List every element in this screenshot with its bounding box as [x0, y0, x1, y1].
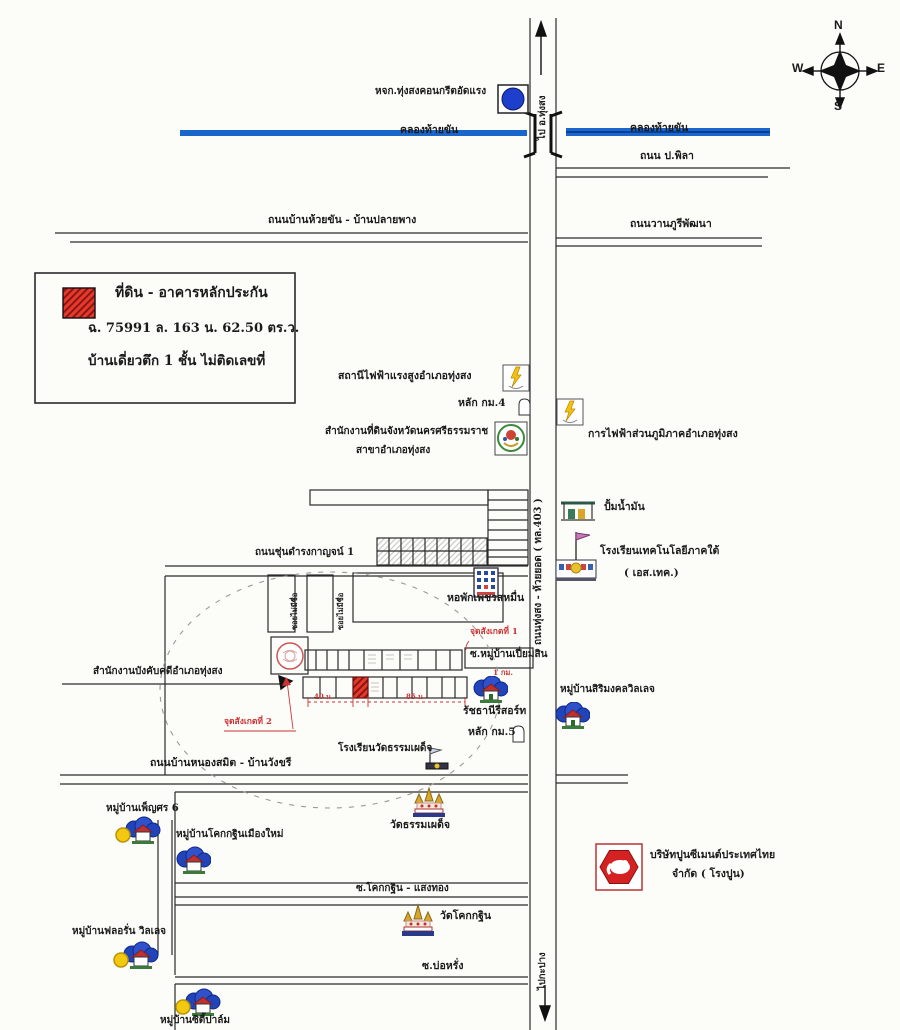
- label-to-thungsong: ไป อ.ทุ่งสง: [537, 95, 548, 140]
- label-phensri: หมู่บ้านเพ็ญศร 6: [106, 803, 179, 814]
- label-soi-noname-2: ซอยไม่มีชื่อ: [336, 592, 345, 630]
- label-resort: รัชธานีรีสอร์ท: [463, 705, 527, 717]
- label-wat-school: โรงเรียนวัดธรรมเผด็จ: [338, 743, 433, 754]
- concrete-company-icon: [497, 84, 529, 118]
- label-soi-borang: ซ.บ่อหรั่ง: [422, 960, 464, 972]
- label-gas-station: ปั้มน้ำมัน: [604, 501, 645, 513]
- scg-elephant-logo-icon: [595, 843, 643, 895]
- pea-electricity-icon: [556, 398, 584, 430]
- label-road-po-phila: ถนน ป.พิลา: [640, 150, 694, 162]
- compass-n-label: N: [834, 18, 843, 32]
- label-citypalm: หมู่บ้านซิตี้ปาล์ม: [160, 1015, 230, 1026]
- label-dorm: หอพักเพชรสหมื่น: [447, 592, 525, 604]
- legend-deed-line: ฉ. 75991 ล. 163 น. 62.50 ตร.ว.: [88, 321, 300, 336]
- gas-station-icon: [559, 499, 597, 526]
- label-km5: หลัก กม.5: [468, 726, 516, 738]
- legend-title: ที่ดิน - อาคารหลักประกัน: [115, 285, 268, 301]
- label-spot-1: จุดสังเกตที่ 1: [470, 627, 518, 637]
- label-road-chun-damrong: ถนนชุ่นดำรงกาญจน์ 1: [255, 547, 355, 558]
- legend-building-line: บ้านเดี่ยวตึก 1 ชั้น ไม่ติดเลขที่: [88, 353, 266, 369]
- phensri-village-icon: [114, 816, 162, 850]
- label-dist-1km: 1 กม.: [493, 668, 513, 677]
- label-sctech-1: โรงเรียนเทคโนโลยีภาคใต้: [600, 545, 720, 557]
- compass-s-label: S: [834, 99, 843, 113]
- label-scg-2: จำกัด ( โรงปูน): [672, 868, 745, 880]
- label-canal-right: คลองท้ายขัน: [630, 122, 689, 134]
- compass-w-label: W: [792, 61, 804, 75]
- label-soi-piamsin: ซ.หมู่บ้านเปี่ยมสิน: [470, 649, 548, 660]
- canal-left-band: [180, 130, 527, 136]
- label-highway-403: ถนนทุ่งสง - ห้วยยอด ( ทล.403 ): [533, 498, 544, 645]
- sctech-school-icon: [554, 530, 598, 586]
- label-khokkathin-new: หมู่บ้านโคกกฐินเมืองใหม่: [176, 829, 284, 840]
- land-office-emblem-icon: [494, 421, 528, 460]
- km4-milestone-icon: [517, 397, 532, 421]
- label-sctech-2: ( เอส.เทค.): [624, 567, 679, 579]
- floran-village-icon: [112, 941, 160, 975]
- label-enforcement-office: สำนักงานบังคับคดีอำเภอทุ่งสง: [93, 666, 223, 677]
- label-land-office-2: สาขาอำเภอทุ่งสง: [356, 445, 431, 456]
- resort-village-icon: [472, 676, 508, 708]
- compass-rose-icon: [792, 18, 886, 113]
- label-sirimongkol: หมู่บ้านสิริมงคลวิลเลจ: [560, 684, 655, 695]
- label-wat-khokkathin: วัดโคกกฐิน: [440, 910, 492, 922]
- label-spot-2: จุดสังเกตที่ 2: [224, 717, 272, 727]
- label-scg-1: บริษัทปูนซีเมนต์ประเทศไทย: [650, 849, 776, 861]
- compass-e-label: E: [877, 61, 886, 75]
- label-to-kapang: ไปกะปาง: [537, 952, 548, 990]
- label-soi-noname-1: ซอยไม่มีชื่อ: [290, 592, 299, 630]
- label-road-wanphuri: ถนนวานภูรีพัฒนา: [630, 218, 712, 230]
- khokkathin-new-village-icon: [175, 846, 211, 880]
- label-road-nongsamit: ถนนบ้านหนองสมิต - บ้านวังขรี: [150, 757, 292, 769]
- label-road-huaykhan: ถนนบ้านห้วยขัน - บ้านปลายพาง: [268, 214, 417, 226]
- label-pea: การไฟฟ้าส่วนภูมิภาคอำเภอทุ่งสง: [588, 428, 738, 440]
- enforcement-office-emblem-icon: [274, 640, 306, 676]
- wat-thammaphadet-temple-icon: [410, 786, 448, 823]
- label-soi-khokkathin: ซ.โคกกฐิน - แสงทอง: [356, 883, 449, 894]
- wat-khokkathin-temple-icon: [398, 903, 438, 943]
- label-power-station: สถานีไฟฟ้าแรงสูงอำเภอทุ่งสง: [338, 370, 472, 382]
- label-land-office-1: สำนักงานที่ดินจังหวัดนครศรีธรรมราช: [325, 426, 489, 437]
- label-floran: หมู่บ้านฟลอรั่น วิลเลจ: [72, 926, 167, 937]
- legend-red-hatch-swatch: [63, 288, 95, 318]
- power-station-icon: [502, 364, 530, 396]
- label-wat-thammaphadet: วัดธรรมเผด็จ: [390, 819, 451, 831]
- subject-property-lot: [353, 677, 368, 698]
- label-canal-left: คลองท้ายขัน: [400, 124, 459, 136]
- label-dim-85m: 85 ม.: [406, 692, 426, 701]
- label-concrete-company: หจก.ทุ่งสงคอนกรีตอัดแรง: [375, 86, 487, 97]
- sirimongkol-village-icon: [554, 702, 590, 734]
- label-km4: หลัก กม.4: [458, 397, 506, 409]
- label-dim-40m: 40 ม.: [314, 692, 334, 701]
